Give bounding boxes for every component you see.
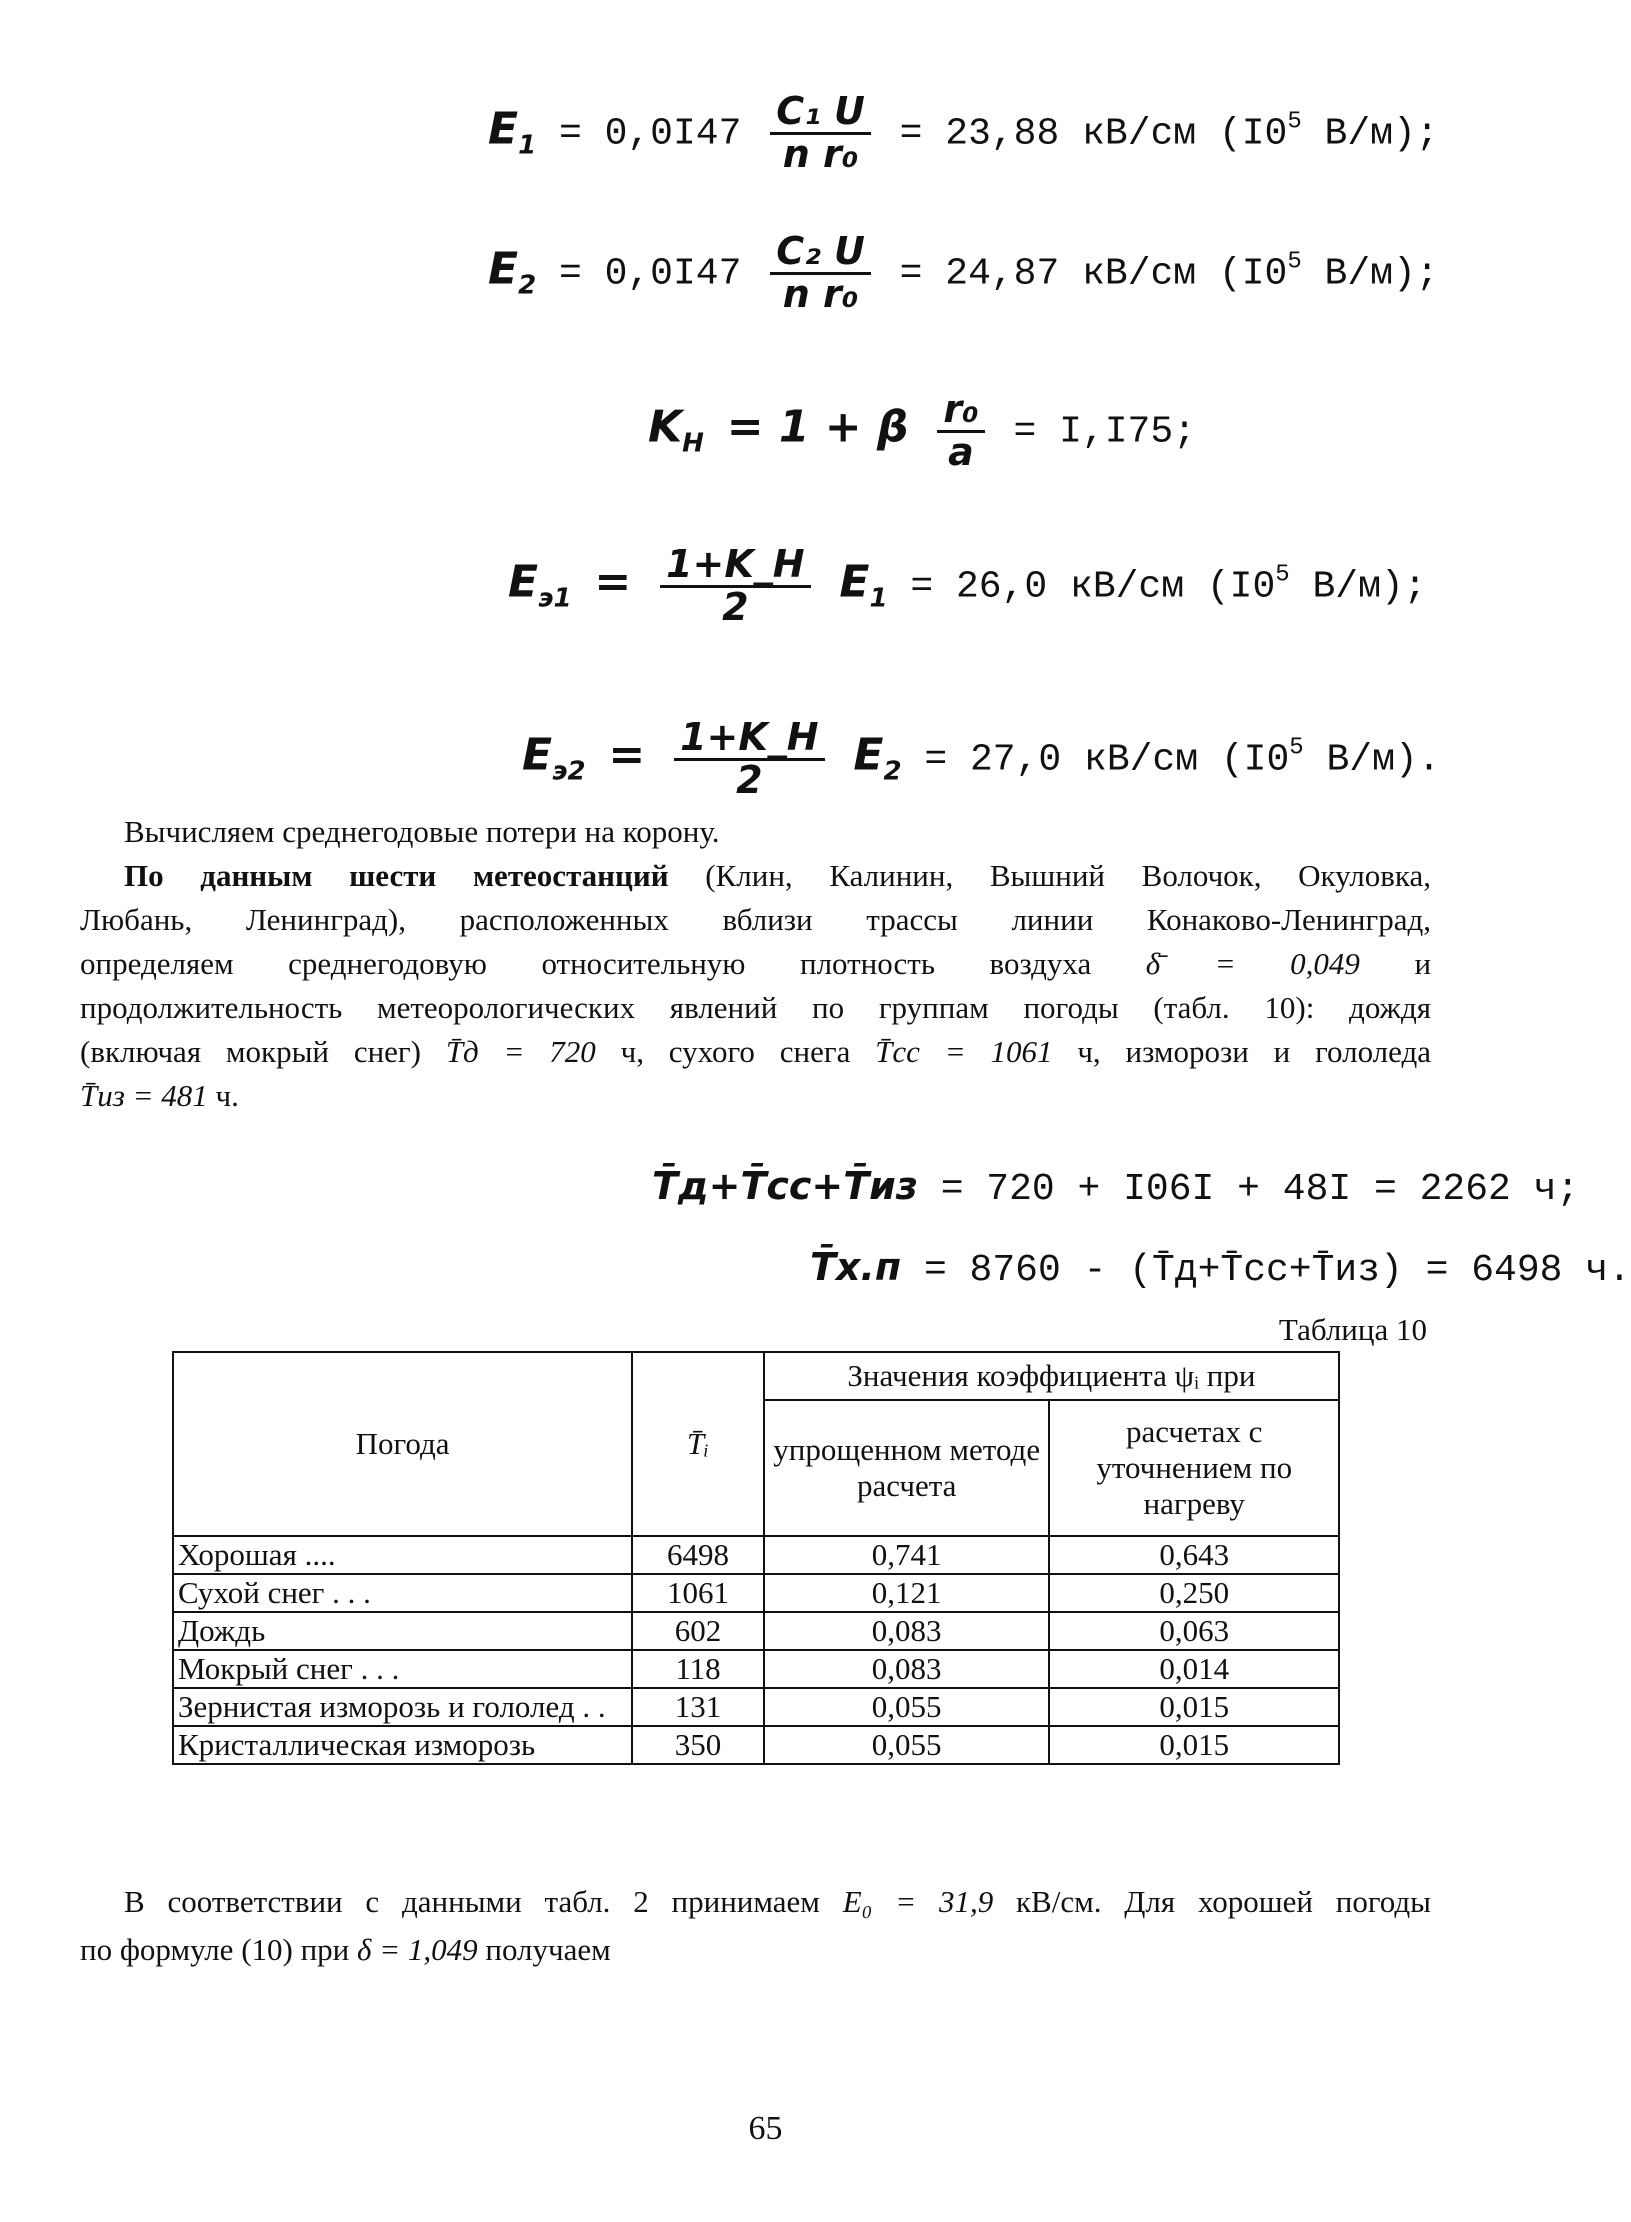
cell-t: 350	[632, 1726, 764, 1764]
paragraph-meteo-tiz-unit: ч.	[215, 1078, 239, 1113]
paragraph-meteo-line-2: Любань, Ленинград), расположенных вблизи трассы линии Конаково-Ленинград,	[80, 902, 1431, 937]
formula-e1-unit: В/м);	[1301, 112, 1439, 156]
formula-ee1-exponent: 5	[1275, 561, 1290, 589]
page-number: 65	[748, 2110, 783, 2147]
formula-ee2-mid-sub: 2	[883, 756, 902, 787]
formula-e2-result: = 24,87 кВ/см (I0	[899, 252, 1288, 296]
formula-ee1	[508, 542, 1427, 629]
formula-kn-denominator: a	[948, 429, 974, 474]
cell-refined: 0,643	[1049, 1536, 1339, 1574]
cell-refined: 0,250	[1049, 1574, 1339, 1612]
paragraph-meteo-td-value: T̄д = 720	[445, 1034, 596, 1069]
paragraph-meteo-rain-label: (включая мокрый снег)	[80, 1034, 421, 1069]
paragraph-meteo-line-3	[80, 942, 1431, 986]
paragraph-meteo-line-1	[80, 854, 1431, 898]
formula-e1-exponent: 5	[1287, 108, 1302, 136]
cell-refined: 0,014	[1049, 1650, 1339, 1688]
cell-refined: 0,015	[1049, 1726, 1339, 1764]
paragraph-meteo-word-plotnost: плотность	[799, 946, 935, 981]
formula-ee2-result: = 27,0 кВ/см (I0	[924, 738, 1290, 782]
formula-e2-fraction	[770, 229, 871, 316]
cell-t: 602	[632, 1612, 764, 1650]
formula-e1-denominator: n r₀	[782, 131, 859, 176]
formula-ee1-eq: =	[594, 556, 632, 608]
paragraph-e0-text-a: В соответствии с данными табл. 2 принимаем	[124, 1884, 820, 1919]
paragraph-e0-delta-value: δ = 1,049	[357, 1932, 478, 1967]
formula-ee2-fraction	[674, 715, 825, 802]
paragraph-e0-line-1	[80, 1880, 1431, 1924]
formula-kn-lhs: K	[648, 401, 683, 453]
header-weather: Погода	[173, 1352, 632, 1536]
formula-e1	[488, 89, 1439, 176]
formula-ee2-unit: В/м).	[1303, 738, 1441, 782]
paragraph-meteo-line-6	[80, 1074, 239, 1118]
formula-ee2-lhs: E	[522, 729, 553, 781]
paragraph-meteo-line-1-rest: (Клин, Калинин, Вышний Волочок, Окуловка,	[705, 858, 1431, 893]
table-row	[173, 1650, 1339, 1688]
formula-ee1-denominator: 2	[722, 584, 749, 629]
formula-ee2	[522, 715, 1441, 802]
cell-simple: 0,741	[764, 1536, 1050, 1574]
formula-kn-lhs-sub: Н	[682, 428, 704, 459]
cell-simple: 0,083	[764, 1612, 1050, 1650]
paragraph-meteo-line-5	[80, 1030, 1431, 1074]
formula-e1-lhs-sub: 1	[518, 130, 537, 161]
formula-kn-mid: = 1 + β	[726, 401, 909, 453]
cell-weather: Дождь	[173, 1612, 632, 1650]
formula-e2-numerator: C₂ U	[770, 232, 871, 275]
table-row	[173, 1612, 1339, 1650]
formula-ee1-unit: В/м);	[1289, 565, 1427, 609]
header-t: T̄ᵢ	[632, 1352, 764, 1536]
formula-ee1-mid: E	[839, 556, 870, 608]
paragraph-e0-line-2	[80, 1928, 611, 1972]
table-row	[173, 1536, 1339, 1574]
table-row	[173, 1574, 1339, 1612]
formula-ee2-exponent: 5	[1289, 734, 1304, 762]
formula-ee2-lhs-sub: э2	[552, 756, 586, 787]
formula-kn-numerator: r₀	[937, 390, 984, 433]
formula-e1-coef: = 0,0I47	[558, 112, 742, 156]
paragraph-meteo-tcc-value: T̄сс = 1061	[875, 1034, 1053, 1069]
cell-weather: Мокрый снег . . .	[173, 1650, 632, 1688]
formula-kn-result: = I,I75;	[1013, 410, 1196, 454]
cell-refined: 0,015	[1049, 1688, 1339, 1726]
formula-ee1-mid-sub: 1	[869, 583, 888, 614]
formula-e2-exponent: 5	[1287, 248, 1302, 276]
paragraph-meteo-word-otnositelnuyu: относительную	[541, 946, 746, 981]
cell-weather: Зернистая изморозь и гололед . .	[173, 1688, 632, 1726]
cell-weather: Хорошая ....	[173, 1536, 632, 1574]
paragraph-meteo-word-vozduha: воздуха	[989, 946, 1092, 981]
paragraph-meteo-word-opredelyaem: определяем	[80, 946, 234, 981]
formula-ee1-lhs: E	[508, 556, 539, 608]
formula-e2	[488, 229, 1439, 316]
cell-simple: 0,121	[764, 1574, 1050, 1612]
table-row	[173, 1726, 1339, 1764]
formula-e2-denominator: n r₀	[782, 271, 859, 316]
cell-simple: 0,055	[764, 1688, 1050, 1726]
formula-t-xp-result: = 8760 - (T̄д+T̄сс+T̄из) = 6498 ч.	[923, 1249, 1631, 1292]
formula-e1-fraction	[770, 89, 871, 176]
paragraph-meteo-line-4: продолжительность метеорологических явлений по группам погоды (табл. 10): дождя	[80, 990, 1431, 1025]
paragraph-meteo-snow-label: ч, сухого снега	[620, 1034, 851, 1069]
paragraph-meteo-word-i: и	[1414, 946, 1432, 981]
formula-e1-lhs: E	[488, 103, 519, 155]
formula-e2-lhs: E	[488, 243, 519, 295]
formula-ee2-eq: =	[608, 729, 646, 781]
paragraph-meteo-word-srednegodovuyu: среднегодовую	[288, 946, 487, 981]
paragraph-meteo-delta-value: δ̄ = 0,049	[1145, 946, 1360, 981]
formula-e2-unit: В/м);	[1301, 252, 1439, 296]
paragraph-meteo-tiz-value: T̄из = 481	[80, 1078, 208, 1113]
cell-t: 131	[632, 1688, 764, 1726]
cell-t: 6498	[632, 1536, 764, 1574]
formula-e1-numerator: C₁ U	[770, 92, 871, 135]
table-caption: Таблица 10	[1278, 1312, 1427, 1347]
paragraph-e0-value: E₀ = 31,9	[842, 1884, 994, 1919]
formula-t-sum	[652, 1164, 1580, 1211]
formula-e2-lhs-sub: 2	[518, 270, 537, 301]
formula-e1-result: = 23,88 кВ/см (I0	[899, 112, 1288, 156]
formula-ee2-denominator: 2	[736, 757, 763, 802]
formula-t-sum-lhs: T̄д+T̄сс+T̄из	[652, 1164, 918, 1208]
header-simple-method: упрощенном методе расчета	[764, 1400, 1050, 1536]
header-coefficient-group: Значения коэффициента ψᵢ при	[764, 1352, 1339, 1400]
weather-coefficient-table	[172, 1351, 1340, 1765]
header-refined-method: расчетах с уточнением по нагреву	[1049, 1400, 1339, 1536]
cell-t: 118	[632, 1650, 764, 1688]
formula-ee1-lhs-sub: э1	[538, 583, 572, 614]
cell-t: 1061	[632, 1574, 764, 1612]
paragraph-meteo-bold: По данным шести метеостанций	[124, 858, 669, 893]
paragraph-e0-text-b: кВ/см. Для хорошей погоды	[1016, 1884, 1432, 1919]
paragraph-corona-intro: Вычисляем среднегодовые потери на корону.	[124, 814, 720, 849]
formula-e2-coef: = 0,0I47	[558, 252, 742, 296]
cell-simple: 0,055	[764, 1726, 1050, 1764]
formula-ee2-mid: E	[853, 729, 884, 781]
formula-t-xp-lhs: T̄х.п	[810, 1245, 902, 1289]
formula-ee1-numerator: 1+K_Н	[660, 545, 811, 588]
paragraph-meteo-frost-label: ч, изморози и гололеда	[1077, 1034, 1432, 1069]
formula-kn-fraction	[937, 387, 984, 474]
formula-t-xp	[810, 1245, 1631, 1292]
cell-weather: Кристаллическая изморозь	[173, 1726, 632, 1764]
cell-simple: 0,083	[764, 1650, 1050, 1688]
paragraph-e0-text-c: получаем	[485, 1932, 611, 1967]
formula-ee2-numerator: 1+K_Н	[674, 718, 825, 761]
table-row	[173, 1688, 1339, 1726]
cell-refined: 0,063	[1049, 1612, 1339, 1650]
formula-ee1-result: = 26,0 кВ/см (I0	[910, 565, 1276, 609]
cell-weather: Сухой снег . . .	[173, 1574, 632, 1612]
formula-t-sum-result: = 720 + I06I + 48I = 2262 ч;	[940, 1168, 1580, 1211]
formula-ee1-fraction	[660, 542, 811, 629]
paragraph-e0-formula-ref: по формуле (10) при	[80, 1932, 350, 1967]
formula-kn	[648, 387, 1196, 474]
